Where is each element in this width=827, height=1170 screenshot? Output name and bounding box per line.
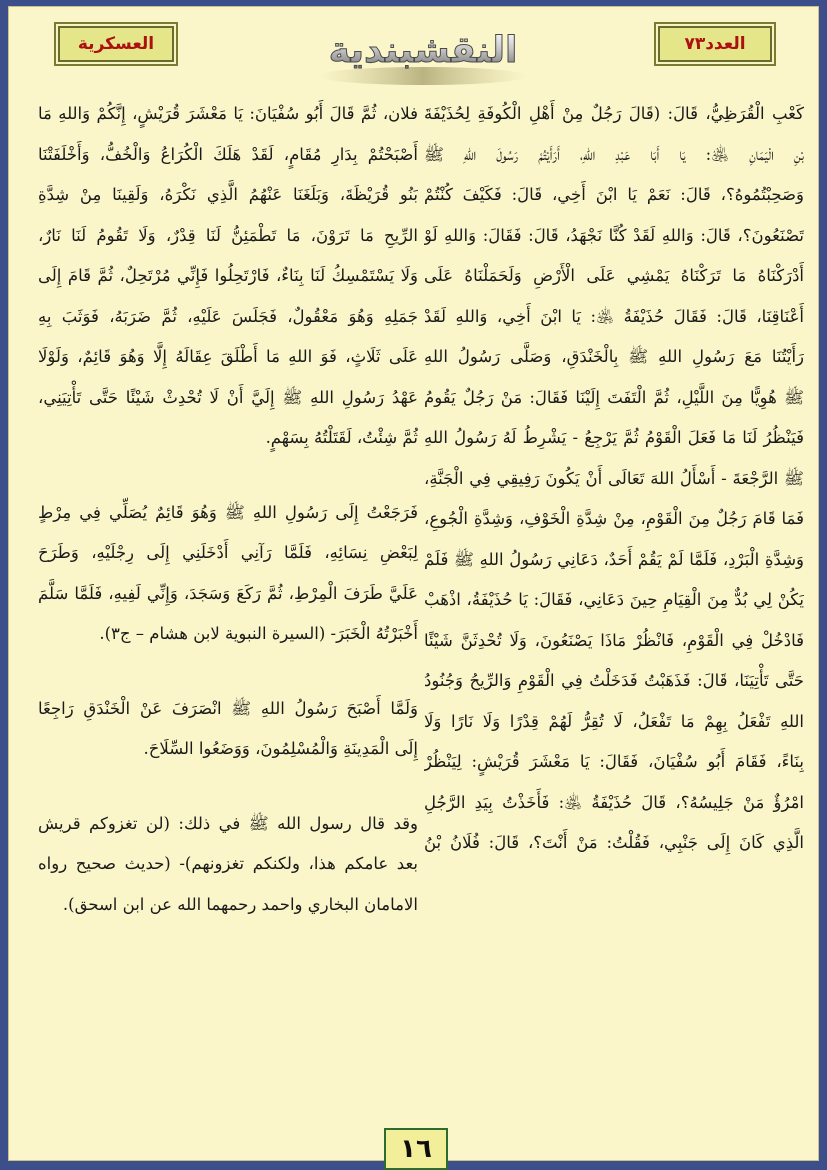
text-line: لِبَعْضِ نِسَائِهِ، فَلَمَّا رَآنِي أَدْخَلَنِي إِلَى رِجْلَيْهِ، وَطَرَحَ xyxy=(38,543,418,562)
text-line: وقد قال رسول الله ﷺ في ذلك: (لن تغزوكم قريش xyxy=(38,813,418,833)
text-line: فَيَنْظُرُ لَنَا مَا فَعَلَ الْقَوْمُ ثُمَّ يَرْجِعُ - يَشْرِطُ لَهُ رَسُولُ اللهِ xyxy=(424,428,804,447)
left-column xyxy=(38,94,418,925)
text-line: فَادْخُلْ فِي الْقَوْمِ، فَانْظُرْ مَاذَا يَصْنَعُونَ، وَلَا تُحْدِثَنَّ شَيْئًا xyxy=(424,630,804,650)
text-line: وَلَا يَسْتَمْسِكُ لَنَا بِنَاءٌ، فَارْتَحِلُوا فَإِنِّي مُرْتَحِلٌ، ثُمَّ قَامَ إِلَى xyxy=(38,266,418,285)
text-line: ثُمَّ شِئْتُ، لَقَتَلْتُهُ بِسَهْمٍ. xyxy=(265,428,418,447)
text-line: الرِّيحِ مَا تَرَوْنَ، مَا تَطْمَئِنُّ لَنَا قِدْرٌ، وَلَا تَقُومُ لَنَا نَارٌ، xyxy=(38,225,418,245)
text-line: أَصْبَحْتُمْ بِدَارِ مُقَامٍ، لَقَدْ هَلَكَ الْكُرَاعُ وَالْخُفُّ، وَأَخْلَفَتْنَا xyxy=(38,144,418,164)
text-line: جَمَلِهِ وَهُوَ مَعْقُولٌ، فَجَلَسَ عَلَيْهِ، ثُمَّ ضَرَبَهُ، فَوَثَبَ بِهِ xyxy=(38,306,418,326)
paragraph-gap xyxy=(38,655,418,689)
text-line: ﷺ هُوِيًّا مِنَ اللَّيْلِ، ثُمَّ الْتَفَتَ إِلَيْنَا فَقَالَ: مَنْ رَجُلٌ يَقُومُ xyxy=(424,387,804,407)
text-line: رَأَيْتُنَا مَعَ رَسُولِ اللهِ ﷺ بِالْخَنْدَقِ، وَصَلَّى رَسُولُ اللهِ xyxy=(424,347,804,366)
magazine-logo xyxy=(308,18,538,88)
issue-label-badge xyxy=(658,26,772,62)
page-number: ١٦ xyxy=(384,1128,448,1170)
section-label-badge xyxy=(58,26,174,62)
text-line: الَّذِي كَانَ إِلَى جَنْبِي، فَقُلْتُ: مَنْ أَنْتَ؟، قَالَ: فُلَانُ بْنُ xyxy=(424,833,804,852)
text-line: فَرَجَعْتُ إِلَى رَسُولِ اللهِ ﷺ وَهُوَ قَائِمٌ يُصَلِّي فِي مِرْطٍ xyxy=(38,502,418,522)
text-line: تَصْنَعُونَ؟، قَالَ: وَاللهِ لَقَدْ كُنَّا نَجْهَدُ، قَالَ: فَقَالَ: وَاللهِ لَوْ xyxy=(424,225,804,245)
right-column xyxy=(424,94,804,864)
magazine-name: النقشبندية xyxy=(328,30,518,71)
text-line: كَعْبِ الْقُرَظِيُّ، قَالَ: (قَالَ رَجُلٌ مِنْ أَهْلِ الْكُوفَةِ لِحُذَيْفَةَ xyxy=(424,104,804,123)
text-line: بَنُو قُرَيْظَةَ، وَبَلَغَنَا عَنْهُمُ الَّذِي نَكْرَهُ، وَلَقِينَا مِنْ شِدَّةِ xyxy=(38,185,418,204)
text-line: أَعْنَاقِنَا، قَالَ: فَقَالَ حُذَيْفَةُ ﵁: يَا ابْنَ أَخِي، وَاللهِ لَقَدْ xyxy=(424,306,804,326)
text-line: اللهِ تَفْعَلُ بِهِمْ مَا تَفْعَلُ، لَا تُقِرُّ لَهُمْ قِدْرًا وَلَا نَارًا وَلَا xyxy=(424,711,804,731)
text-line: ﷺ الرَّجْعَةَ - أَسْأَلُ اللهَ تَعَالَى أَنْ يَكُونَ رَفِيقِي فِي الْجَنَّةِ، xyxy=(424,468,804,488)
magazine-page xyxy=(8,6,819,1161)
text-line: بِنَاءً، فَقَامَ أَبُو سُفْيَانَ، فَقَالَ: يَا مَعْشَرَ قُرَيْشٍ: لِيَنْظُرْ xyxy=(424,752,804,771)
text-line: الامامان البخاري واحمد رحمهما الله عن ابن اسحق). xyxy=(62,894,418,914)
text-line: فَمَا قَامَ رَجُلٌ مِنَ الْقَوْمِ، مِنْ شِدَّةِ الْخَوْفِ، وَشِدَّةِ الْجُوعِ، xyxy=(424,509,804,528)
text-line: عَلَى ثَلَاثٍ، فَوَ اللهِ مَا أَطْلَقَ عِقَالَهُ إِلَّا وَهُوَ قَائِمٌ، وَلَوْلَا xyxy=(38,347,418,366)
text-line: امْرُؤٌ مَنْ جَلِيسُهُ؟، قَالَ حُذَيْفَةُ ﵁: فَأَخَذْتُ بِيَدِ الرَّجُلِ xyxy=(424,792,804,812)
paragraph-gap xyxy=(38,459,418,493)
text-line: وَشِدَّةِ الْبَرْدِ، فَلَمَّا لَمْ يَقُمْ أَحَدٌ، دَعَانِي رَسُولُ اللهِ ﷺ فَلَمْ xyxy=(424,549,804,569)
text-line: حَتَّى تَأْتِيَنَا، قَالَ: فَذَهَبْتُ فَدَخَلْتُ فِي الْقَوْمِ وَالرِّيحُ وَجُنُودُ xyxy=(424,671,804,690)
text-line: وَلَمَّا أَصْبَحَ رَسُولُ اللهِ ﷺ انْصَرَفَ عَنْ الْخَنْدَقِ رَاجِعًا xyxy=(38,698,418,718)
text-line: فلان، ثُمَّ قَالَ أَبُو سُفْيَانَ: يَا مَعْشَرَ قُرَيْشٍ، إِنَّكُمْ وَاللهِ مَا xyxy=(38,104,418,123)
text-line: وَصَحِبْتُمُوهُ؟، قَالَ: نَعَمْ يَا ابْنَ أَخِي، قَالَ: فَكَيْفَ كُنْتُمْ xyxy=(424,185,804,204)
text-line: يَكُنْ لِي بُدٌّ مِنَ الْقِيَامِ حِينَ دَعَانِي، فَقَالَ: يَا حُذَيْفَةُ، اذْهَبْ xyxy=(424,590,804,609)
text-line: بعد عامكم هذا، ولكنكم تغزونهم)- (حديث صحيح رواه xyxy=(38,854,418,873)
text-line: أَدْرَكْنَاهُ مَا تَرَكْنَاهُ يَمْشِي عَلَى الْأَرْضِ وَلَحَمَلْنَاهُ عَلَى xyxy=(424,266,804,285)
paragraph-gap xyxy=(38,770,418,804)
text-line: بْنِ الْيَمَانِ ﵁: يَا أَبَا عَبْدِ اللهِ، أَرَأَيْتُمْ رَسُولَ اللهِ ﷺ xyxy=(424,144,804,164)
text-line: أَخْبَرْتُهُ الْخَبَرَ- (السيرة النبوية لابن هشام – ج٣). xyxy=(99,624,418,643)
issue-label: العدد٧٣ xyxy=(684,34,746,54)
text-line: عَلَيَّ طَرَفَ الْمِرْطِ، ثُمَّ رَكَعَ وَسَجَدَ، وَإِنِّي لَفِيهِ، فَلَمَّا سَلَّمَ xyxy=(38,583,418,603)
text-line: عَهْدُ رَسُولِ اللهِ ﷺ إِلَيَّ أَنْ لَا تُحْدِثْ شَيْئًا حَتَّى تَأْتِيَنِي، xyxy=(38,387,418,407)
text-line: إِلَى الْمَدِينَةِ وَالْمُسْلِمُونَ، وَوَضَعُوا السِّلَاحَ. xyxy=(143,739,418,758)
section-label: العسكرية xyxy=(77,34,155,54)
